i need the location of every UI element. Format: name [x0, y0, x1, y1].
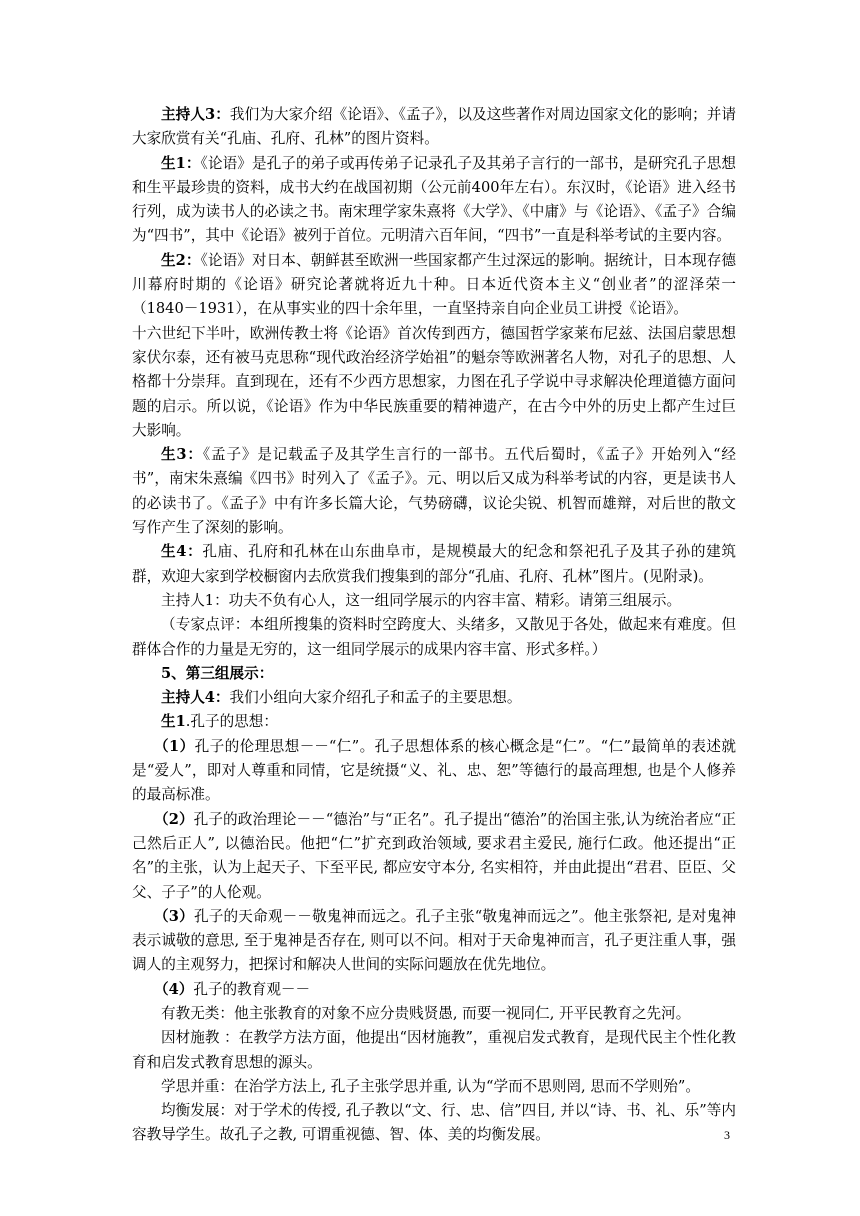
document-body: [132, 103, 736, 1148]
paragraph: 主持人1：功夫不负有心人，这一组同学展示的内容丰富、精彩。请第三组展示。: [161, 591, 682, 609]
paragraph: 生2：《论语》对日本、朝鲜甚至欧洲一些国家都产生过深远的影响。据统计，日本现存德川幕府时期的《论语》研究论著就将近九十种。日本近代资本主义“创业者”的涩泽荣一（1840－1931），在从事实业的四十余年里，一直坚持亲自向企业员工讲授《论语》。: [132, 251, 736, 318]
expert-comment: （专家点评：本组所搜集的资料时空跨度大、头绪多，又散见于各处，做起来有难度。但群体合作的力量是无穷的，这一组同学展示的成果内容丰富、形式多样。）: [132, 616, 736, 658]
paragraph: 生1：《论语》是孔子的弟子或再传弟子记录孔子及其弟子言行的一部书，是研究孔子思想和生平最珍贵的资料，成书大约在战国初期（公元前400年左右）。东汉时，《论语》进入经书行列，成为读书人的必读之书。南宋理学家朱熹将《大学》、《中庸》与《论语》、《孟子》合编为“四书”，其中《论语》被列于首位。元明清六百年间，“四书”一直是科举考试的主要内容。: [132, 154, 736, 245]
page-number: 3: [724, 1128, 730, 1142]
list-item: （3）孔子的天命观－－敬鬼神而远之。孔子主张“敬鬼神而远之”。他主张祭祀, 是对鬼神表示诚敬的意思, 至于鬼神是否存在, 则可以不问。相对于天命鬼神而言，孔子更注重人事，强调人的主观努力，把探讨和解决人世间的实际问题放在优先地位。: [132, 907, 737, 974]
paragraph: 因材施教 ：在教学方法方面，他提出“因材施教”，重视启发式教育，是现代民主个性化教育和启发式教育思想的源头。: [132, 1029, 736, 1071]
list-item: （1）孔子的伦理思想－－“仁”。孔子思想体系的核心概念是“仁”。“仁”最简单的表述就是“爱人”，即对人尊重和同情，它是统摄“义、礼、忠、恕”等德行的最高理想, 也是个人修养的最高标准。: [132, 737, 736, 804]
list-item: （2）孔子的政治理论－－“德治”与“正名”。孔子提出“德治”的治国主张,认为统治者应“正己然后正人”, 以德治民。他把“仁”扩充到政治领域, 要求君主爱民, 施行仁政。他还提出“正名”的主张，认为上起天子、下至平民, 都应安守本分, 名实相符，并由此提出“君君、臣臣、父父、子子”的人伦观。: [132, 810, 736, 901]
paragraph: 生4：孔庙、孔府和孔林在山东曲阜市，是规模最大的纪念和祭祀孔子及其子孙的建筑群，欢迎大家到学校橱窗内去欣赏我们搜集到的部分“孔庙、孔府、孔林”图片。(见附录)。: [132, 543, 736, 585]
paragraph: 十六世纪下半叶，欧洲传教士将《论语》首次传到西方，德国哲学家莱布尼兹、法国启蒙思想家伏尔泰，还有被马克思称“现代政治经济学始祖”的魁奈等欧洲著名人物，对孔子的思想、人格都十分崇拜。直到现在，还有不少西方思想家，力图在孔子学说中寻求解决伦理道德方面问题的启示。所以说，《论语》作为中华民族重要的精神遗产，在古今中外的历史上都产生过巨大影响。: [132, 324, 736, 439]
list-item: （4）孔子的教育观－－: [154, 980, 311, 998]
paragraph: 均衡发展：对于学术的传授, 孔子教以“文、行、忠、信”四目, 并以“诗、书、礼、乐”等内容教导学生。故孔子之教, 可谓重视德、智、体、美的均衡发展。: [132, 1102, 736, 1144]
paragraph: 主持人3：我们为大家介绍《论语》、《孟子》，以及这些著作对周边国家文化的影响；并请大家欣赏有关“孔庙、孔府、孔林”的图片资料。: [132, 106, 736, 148]
paragraph: 主持人4：我们小组向大家介绍孔子和孟子的主要思想。: [161, 689, 522, 707]
paragraph: 生3：《孟子》是记载孟子及其学生言行的一部书。五代后蜀时，《孟子》开始列入“经书”，南宋朱熹编《四书》时列入了《孟子》。元、明以后又成为科举考试的内容，更是读书人的必读书了。《孟子》中有许多长篇大论，气势磅礴，议论尖锐、机智而雄辩，对后世的散文写作产生了深刻的影响。: [132, 446, 736, 537]
paragraph: 生1.孔子的思想：: [161, 713, 278, 731]
section-heading: 5、第三组展示：: [161, 664, 274, 682]
paragraph: 学思并重：在治学方法上, 孔子主张学思并重, 认为“学而不思则罔, 思而不学则殆”。: [161, 1077, 700, 1095]
paragraph: 有教无类：他主张教育的对象不应分贵贱贤愚, 而要一视同仁, 开平民教育之先河。: [161, 1004, 691, 1022]
